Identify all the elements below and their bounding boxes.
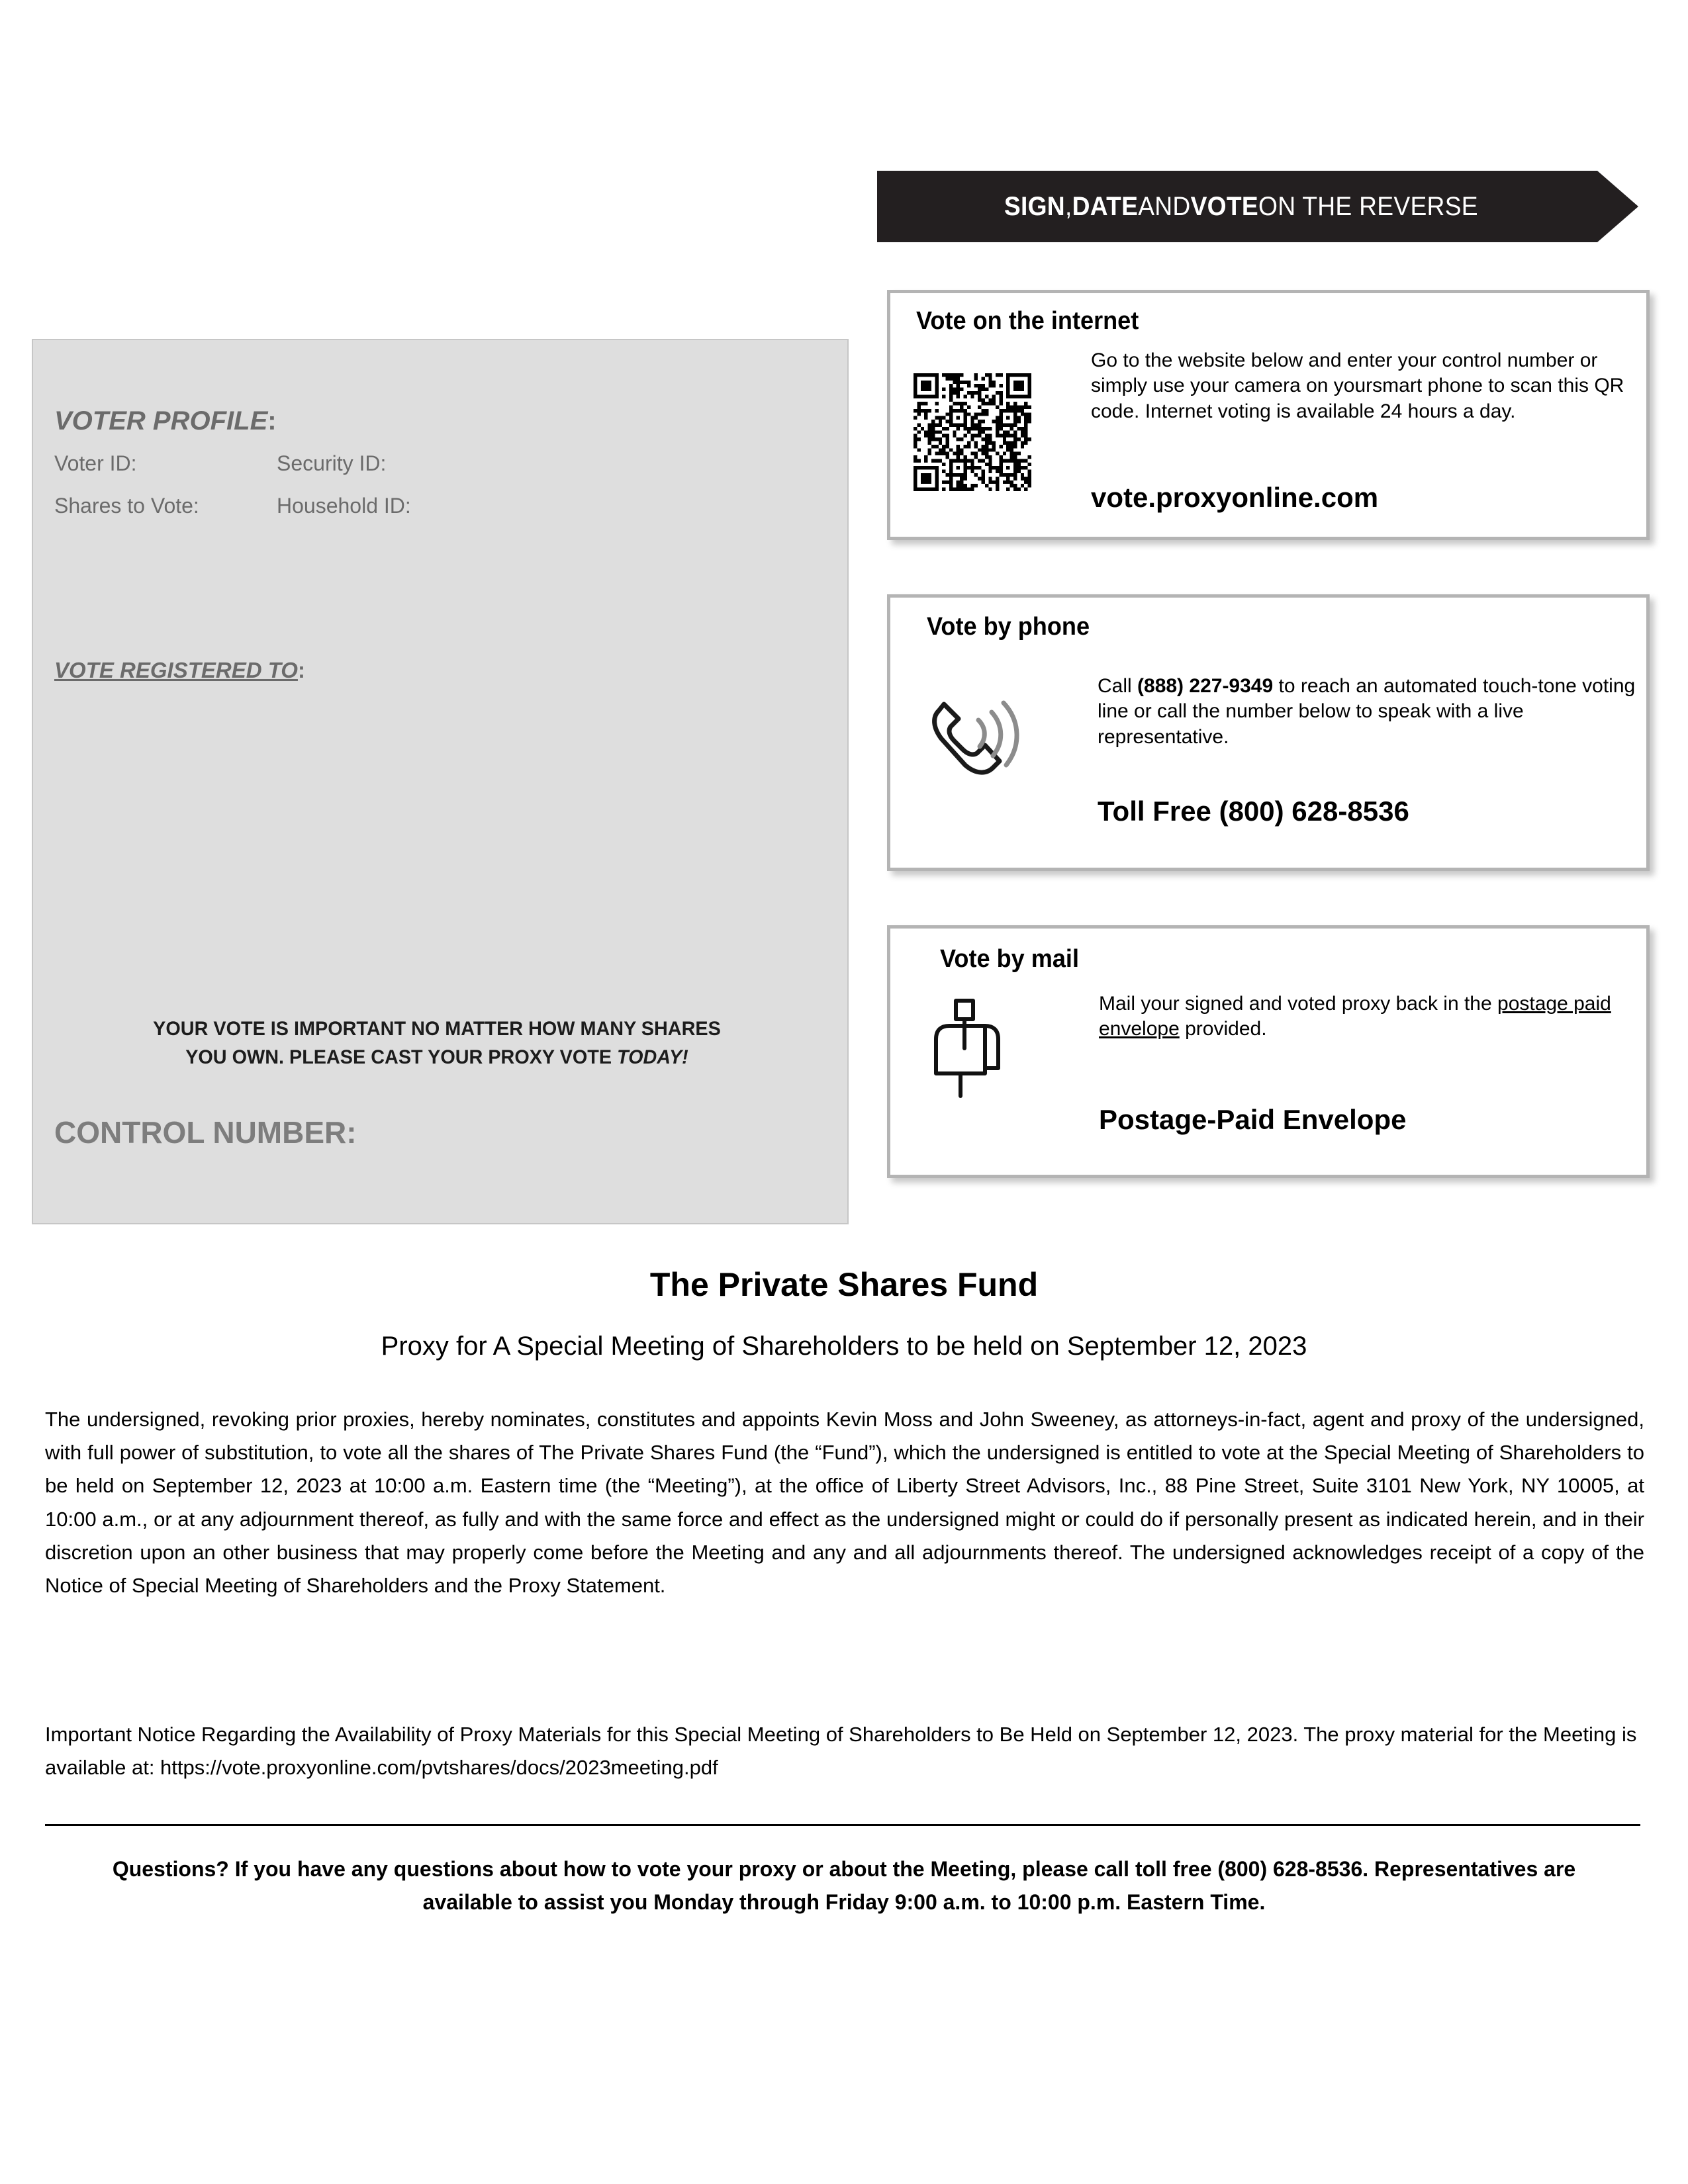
banner-sign-word: SIGN [1004, 191, 1065, 221]
security-id-label: Security ID: [277, 451, 387, 475]
vote-by-phone-body [1098, 674, 1647, 750]
vote-on-internet-panel-inner [890, 293, 1646, 537]
vote-on-internet-panel [887, 290, 1650, 540]
toll-free-phone-number[interactable]: Toll Free (800) 628-8536 [1098, 796, 1409, 827]
banner-text [904, 171, 1612, 242]
security-id-field [277, 451, 386, 476]
postage-paid-envelope-cta: Postage-Paid Envelope [1099, 1104, 1407, 1135]
vote-by-mail-body [1099, 991, 1628, 1042]
vote-by-phone-title: Vote by phone [927, 613, 1090, 641]
voter-profile-heading-colon: : [267, 406, 277, 435]
banner-and-word: AND [1138, 191, 1191, 221]
registered-address-block [54, 698, 782, 989]
meeting-subtitle: Proxy for A Special Meeting of Shareholders to be held on September 12, 2023 [381, 1332, 1307, 1361]
voter-profile-box [32, 339, 849, 1224]
postage-paid-envelope-phrase: postage paid envelope [1099, 993, 1611, 1040]
mail-body-post: provided. [1179, 1018, 1267, 1040]
questions-footer-note: Questions? If you have any questions about how to vote your proxy or about the Meeting, please call toll free (800) 628-8536. Representatives are available to assist you Monday through Friday 9:00 a.m. to 10:00 p.m. Eastern Time. [112, 1857, 1576, 1914]
sign-date-vote-banner [877, 171, 1638, 242]
vote-by-mail-panel-inner [890, 929, 1646, 1175]
household-id-label: Household ID: [277, 494, 411, 518]
phone-body-pre: Call [1098, 675, 1138, 697]
qr-code-icon [914, 373, 1031, 491]
important-vote-note [62, 1015, 812, 1071]
shares-to-vote-label: Shares to Vote: [54, 494, 199, 518]
vote-by-mail-panel [887, 925, 1650, 1178]
shares-to-vote-field [54, 494, 199, 518]
voter-id-field [54, 451, 137, 476]
vote-on-internet-body: Go to the website below and enter your control number or simply use your camera on yoursmart phone to scan this QR code. Internet voting is available 24 hours a day. [1091, 349, 1624, 422]
mail-body-pre: Mail your signed and voted proxy back in the [1099, 993, 1498, 1015]
household-id-field [277, 494, 411, 518]
vote-by-phone-panel-inner [890, 598, 1646, 868]
banner-comma: , [1064, 191, 1072, 221]
vote-website-url[interactable]: vote.proxyonline.com [1091, 482, 1379, 513]
vote-registered-to-colon: : [297, 658, 305, 682]
automated-phone-number: (888) 227-9349 [1137, 675, 1274, 697]
vote-registered-to-heading [54, 658, 305, 683]
important-vote-note-today: TODAY! [617, 1046, 688, 1068]
vote-by-phone-panel [887, 594, 1650, 871]
proxy-paragraph: The undersigned, revoking prior proxies, hereby nominates, constitutes and appoints Kevin Moss and John Sweeney, as attorneys-in-fact, agent and proxy of the undersigned, with full power of substitution, to vote all the shares of The Private Shares Fund (the “Fund”), which the undersigned is entitled to vote at the Special Meeting of Shareholders to be held on September 12, 2023 at 10:00 a.m. Eastern time (the “Meeting”), at the office of Liberty Street Advisors, Inc., 88 Pine Street, Suite 3101 New York, NY 10005, at 10:00 a.m., or at any adjournment thereof, as fully and with the same force and effect as the undersigned might or could do if personally present as indicated herein, and in their discretion upon an other business that may properly come before the Meeting and any and all adjournments thereof. The undersigned acknowledges receipt of a copy of the Notice of Special Meeting of Shareholders and the Proxy Statement. [45, 1408, 1644, 1598]
banner-date-word: DATE [1072, 191, 1139, 221]
footer-divider [45, 1824, 1640, 1826]
voter-id-label: Voter ID: [54, 451, 137, 475]
vote-registered-to-text: VOTE REGISTERED TO [54, 658, 298, 682]
vote-on-internet-title: Vote on the internet [916, 307, 1139, 335]
phone-handset-icon [916, 672, 1049, 785]
control-number-label: CONTROL NUMBER: [54, 1115, 357, 1150]
important-notice-paragraph: Important Notice Regarding the Availability of Proxy Materials for this Special Meeting of Shareholders to Be Held on September 12, 2023. The proxy material for the Meeting is available at: https://vote.proxyonline.com/pvtshares/docs/2023meeting.pdf [45, 1723, 1637, 1780]
mailbox-icon [924, 989, 1043, 1100]
important-vote-note-line2: YOU OWN. PLEASE CAST YOUR PROXY VOTE [185, 1046, 618, 1068]
banner-reverse-words: ON THE REVERSE [1258, 191, 1478, 221]
banner-vote-word: VOTE [1190, 191, 1258, 221]
vote-by-mail-title: Vote by mail [940, 945, 1079, 973]
voter-profile-heading [54, 406, 277, 436]
phone-body-post: to reach an automated touch-tone voting line or call the number below to speak with a live representative. [1098, 675, 1636, 748]
important-vote-note-line1: YOUR VOTE IS IMPORTANT NO MATTER HOW MANY SHARES [153, 1018, 721, 1040]
voter-profile-heading-text: VOTER PROFILE [54, 406, 268, 435]
fund-title: The Private Shares Fund [649, 1266, 1039, 1303]
